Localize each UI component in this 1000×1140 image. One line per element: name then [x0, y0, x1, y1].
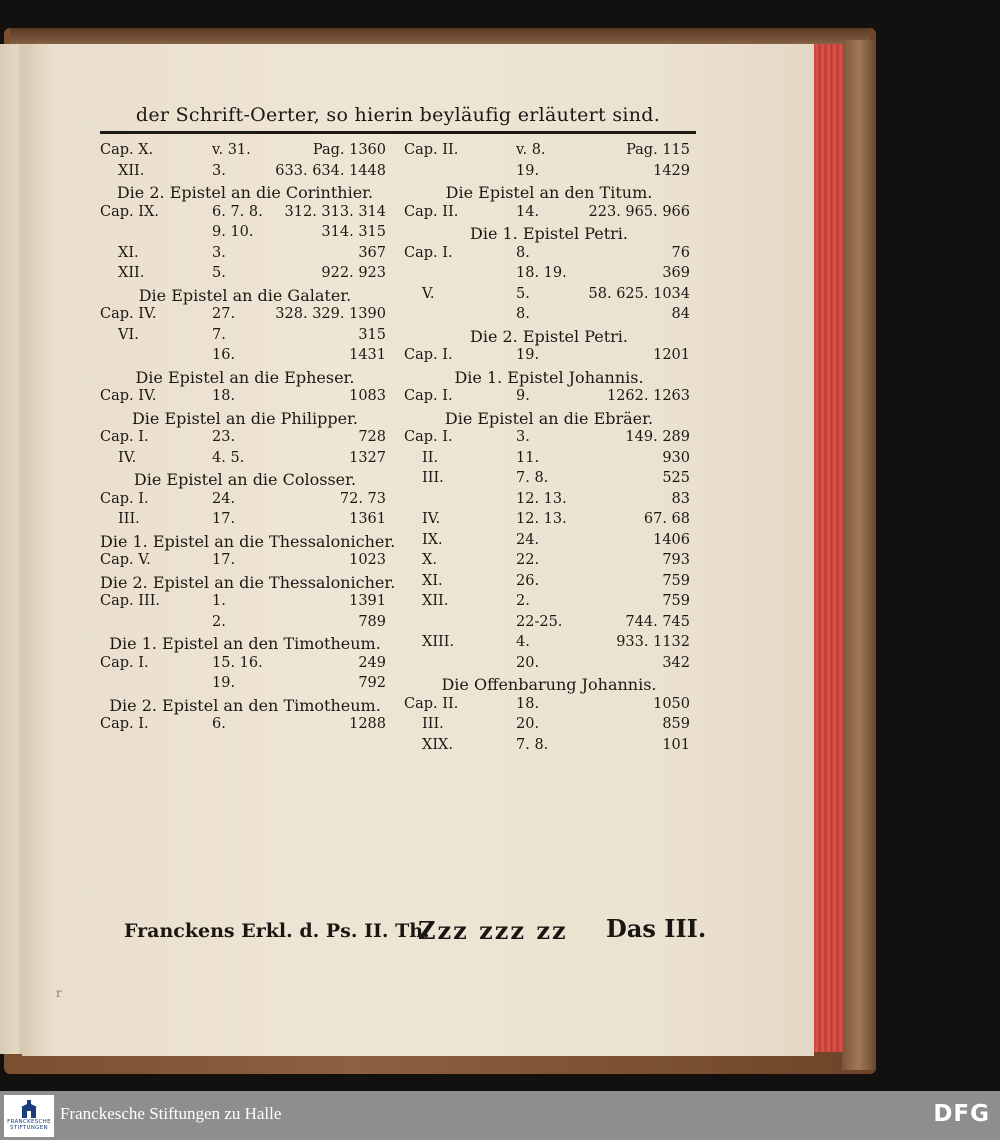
index-entry [100, 716, 390, 737]
verse-ref: 2. [212, 613, 226, 630]
book-spine-edge [842, 40, 876, 1070]
verse-ref: 3. [212, 162, 226, 179]
chapter-ref: XI. [422, 572, 443, 589]
chapter-ref: Cap. IV. [100, 306, 157, 322]
index-entry [404, 163, 694, 184]
page-ref: 789 [358, 613, 386, 630]
index-entry [404, 450, 694, 471]
verse-ref: 5. [516, 285, 530, 302]
chapter-ref: Cap. X. [100, 142, 154, 158]
book-section-heading [100, 531, 396, 553]
chapter-ref: VI. [118, 326, 139, 343]
chapter-ref: Cap. II. [404, 203, 459, 220]
book-section-heading [404, 409, 694, 430]
book-section-heading [404, 327, 694, 348]
verse-ref: 14. [516, 203, 540, 220]
chapter-ref: IV. [422, 511, 441, 527]
index-entry [100, 245, 390, 266]
page-ref: 759 [662, 593, 690, 609]
page-ref: 933. 1132 [616, 634, 690, 650]
page-ref: 315 [358, 326, 386, 343]
page-ref: Pag. 115 [626, 142, 690, 158]
page-ref: 728 [358, 429, 386, 445]
page-ref: 793 [662, 552, 690, 568]
book-section-heading [404, 224, 694, 245]
book-heading-text: Die 2. Epistel an die Corinthier. [116, 183, 374, 202]
index-entry [100, 491, 390, 512]
page-ref: 1262. 1263 [606, 388, 690, 404]
page-ref: 101 [662, 736, 690, 753]
verse-ref: 19. [516, 162, 540, 179]
page-ref: 1406 [653, 531, 690, 548]
page-ref: 314. 315 [321, 224, 386, 240]
chapter-ref: Cap. I. [404, 244, 453, 261]
index-entry [100, 142, 390, 163]
page-ref: 1050 [653, 695, 690, 712]
left-page-edge [0, 44, 24, 1054]
chapter-ref: IV. [118, 449, 137, 466]
index-entry [404, 470, 694, 491]
page-ref: 149. 289 [625, 429, 690, 445]
institution-name: Franckesche Stiftungen zu Halle [60, 1104, 282, 1123]
index-entry [404, 532, 694, 553]
page-ref: 1201 [653, 347, 690, 363]
verse-ref: 8. [516, 244, 530, 261]
chapter-ref: Cap. I. [404, 388, 453, 404]
verse-ref: 11. [516, 449, 540, 466]
page-ref: 76 [671, 244, 690, 261]
book-heading-text: Die 1. Epistel Petri. [470, 224, 628, 243]
verse-ref: 12. 13. [516, 490, 567, 507]
page-ref: 312. 313. 314 [284, 203, 386, 220]
chapter-ref: XII. [118, 265, 145, 281]
verse-ref: 18. 19. [516, 265, 567, 281]
verse-ref: 19. [516, 347, 540, 363]
index-entry [100, 327, 390, 348]
chapter-ref: Cap. IX. [100, 203, 159, 220]
book-heading-text: Die Epistel an die Ebräer. [444, 408, 654, 428]
index-entry [404, 429, 694, 450]
page-ref: 792 [358, 675, 386, 691]
page-ref: 1023 [349, 552, 386, 568]
index-column-left [100, 142, 396, 737]
book-section-heading [100, 634, 390, 655]
page-ref: 744. 745 [625, 613, 690, 630]
index-entry [100, 347, 390, 368]
verse-ref: 3. [516, 429, 530, 445]
chapter-ref: Cap. I. [100, 490, 149, 507]
chapter-ref: Cap. I. [404, 429, 453, 445]
verse-ref: 19. [212, 675, 236, 691]
book-heading-text: Die Epistel an die Epheser. [135, 367, 355, 387]
chapter-ref: Cap. I. [404, 347, 453, 363]
index-entry [404, 347, 694, 368]
verse-ref: 20. [516, 716, 540, 732]
verse-ref: 24. [212, 490, 236, 507]
index-entry [100, 265, 390, 286]
index-entry [404, 265, 694, 286]
index-entry [404, 388, 694, 409]
page-ref: 1429 [653, 162, 690, 179]
book-heading-text: Die Epistel an den Titum. [445, 183, 653, 202]
index-entry [404, 306, 694, 327]
chapter-ref: III. [422, 470, 444, 486]
chapter-ref: XII. [118, 162, 145, 179]
chapter-ref: Cap. II. [404, 142, 459, 158]
index-entry [100, 163, 390, 184]
chapter-ref: V. [422, 285, 435, 302]
index-entry [404, 552, 694, 573]
index-entry [404, 142, 694, 163]
verse-ref: 4. 5. [212, 449, 245, 466]
book-heading-text: Die 1. Epistel Johannis. [454, 367, 644, 387]
index-entry [404, 737, 694, 758]
chapter-ref: Cap. I. [100, 654, 149, 671]
dfg-logo[interactable]: DFG [933, 1101, 990, 1127]
verse-ref: 17. [212, 552, 236, 568]
chapter-ref: IX. [422, 531, 443, 548]
index-entry [100, 204, 390, 225]
page-ref: 1083 [349, 388, 386, 404]
chapter-ref: Cap. V. [100, 552, 151, 568]
catchword: Das III. [606, 914, 707, 943]
verse-ref: 18. [516, 695, 540, 712]
book-heading-text: Die 1. Epistel an den Timotheum. [109, 634, 381, 653]
book-section-heading [100, 470, 390, 491]
verse-ref: 4. [516, 634, 530, 650]
page-ref: 328. 329. 1390 [275, 306, 386, 322]
verse-ref: 23. [212, 429, 236, 445]
verse-ref: 22. [516, 552, 540, 568]
index-entry [100, 552, 390, 573]
page-ref: 249 [358, 654, 386, 671]
chapter-ref: II. [422, 449, 439, 466]
verse-ref: 18. [212, 388, 236, 404]
building-icon [20, 1099, 38, 1119]
index-entry [100, 450, 390, 471]
book-heading-text: Die 2. Epistel an die Thessalonicher. [100, 572, 396, 592]
index-entry [404, 634, 694, 655]
verse-ref: v. 31. [212, 142, 251, 158]
page-ref: 1288 [349, 716, 386, 732]
logo-text-line-2: STIFTUNGEN [10, 1125, 48, 1131]
running-head: der Schrift-Oerter, so hierin beyläufig erläutert sind. [135, 104, 661, 126]
verse-ref: 5. [212, 265, 226, 281]
chapter-ref: Cap. III. [100, 593, 161, 609]
book-heading-text: Die Epistel an die Philipper. [131, 408, 359, 428]
verse-ref: 22-25. [516, 613, 563, 630]
page-ref: 859 [662, 716, 690, 732]
verse-ref: 12. 13. [516, 511, 567, 527]
index-entry [404, 655, 694, 676]
verse-ref: 15. 16. [212, 654, 263, 671]
index-entry [404, 286, 694, 307]
page-ref: 342 [662, 654, 690, 671]
index-entry [100, 388, 390, 409]
index-entry [100, 593, 390, 614]
page-ref: 922. 923 [321, 265, 386, 281]
book-heading-text: Die 2. Epistel an den Timotheum. [109, 695, 381, 715]
index-entry [100, 675, 390, 696]
index-entry [404, 245, 694, 266]
viewer-footer-bar [0, 1091, 1000, 1140]
index-entry [404, 573, 694, 594]
page-ref: 83 [671, 490, 690, 507]
index-entry [404, 491, 694, 512]
index-entry [404, 204, 694, 225]
book-heading-text: Die 1. Epistel an die Thessalonicher. [100, 531, 396, 551]
signature-mark: Zzz zzz zz [418, 916, 568, 945]
page-ref: 1391 [349, 593, 386, 609]
page-ref: 759 [662, 572, 690, 589]
chapter-ref: III. [422, 716, 444, 732]
index-column-right [404, 142, 694, 757]
page-ref: 1361 [349, 511, 386, 527]
book-section-heading [100, 572, 396, 594]
chapter-ref: XII. [422, 593, 449, 609]
verse-ref: 7. [212, 326, 226, 343]
index-entry [100, 306, 390, 327]
page-ref: 525 [662, 470, 690, 486]
index-entry [404, 614, 694, 635]
book-section-heading [404, 183, 694, 204]
pencil-mark: r [56, 986, 62, 1000]
index-entry [100, 429, 390, 450]
page-ref: 633. 634. 1448 [275, 162, 386, 179]
page-ref: 58. 625. 1034 [588, 285, 690, 302]
page-ref: 367 [358, 244, 386, 261]
verse-ref: 6. 7. 8. [212, 203, 263, 220]
verse-ref: 16. [212, 347, 236, 363]
book-section-heading [100, 368, 390, 389]
chapter-ref: Cap. II. [404, 695, 459, 712]
book-heading-text: Die Epistel an die Colosser. [133, 470, 357, 489]
page-ref: 1327 [349, 449, 386, 466]
header-rule [100, 131, 696, 134]
logo-text-line-1: FRANCKESCHE [7, 1119, 51, 1125]
verse-ref: 26. [516, 572, 540, 589]
verse-ref: v. 8. [516, 142, 546, 158]
verse-ref: 2. [516, 593, 530, 609]
book-heading-text: Die Epistel an die Galater. [138, 285, 352, 305]
index-entry [404, 511, 694, 532]
chapter-ref: Cap. I. [100, 716, 149, 732]
chapter-ref: XIII. [422, 634, 455, 650]
page-ref: 930 [662, 449, 690, 466]
chapter-ref: XIX. [422, 736, 453, 753]
index-entry [404, 593, 694, 614]
verse-ref: 20. [516, 654, 540, 671]
chapter-ref: X. [422, 552, 437, 568]
page-ref: Pag. 1360 [312, 142, 386, 158]
page-ref: 369 [662, 265, 690, 281]
page-ref: 72. 73 [339, 490, 386, 507]
page-ref: 67. 68 [643, 511, 690, 527]
book-section-heading [100, 183, 390, 204]
book-heading-text: Die 2. Epistel Petri. [470, 326, 628, 346]
index-entry [404, 696, 694, 717]
book-section-heading [404, 368, 694, 389]
page-ref: 1431 [349, 347, 386, 363]
verse-ref: 3. [212, 244, 226, 261]
verse-ref: 9. 10. [212, 224, 254, 240]
index-entry [100, 224, 390, 245]
verse-ref: 7. 8. [516, 736, 549, 753]
book-section-heading [404, 675, 694, 696]
page-ref: 223. 965. 966 [588, 203, 690, 220]
index-entry [404, 716, 694, 737]
chapter-ref: Cap. IV. [100, 388, 157, 404]
page-ref: 84 [671, 306, 690, 322]
verse-ref: 17. [212, 511, 236, 527]
chapter-ref: Cap. I. [100, 429, 149, 445]
index-entry [100, 511, 390, 532]
verse-ref: 7. 8. [516, 470, 549, 486]
verse-ref: 1. [212, 593, 226, 609]
index-entry [100, 614, 390, 635]
book-section-heading [100, 286, 390, 307]
verse-ref: 9. [516, 388, 530, 404]
book-section-heading [100, 696, 390, 717]
institution-logo[interactable] [4, 1095, 54, 1137]
signature-line: Franckens Erkl. d. Ps. II. Th. [124, 920, 430, 942]
verse-ref: 24. [516, 531, 540, 548]
verse-ref: 6. [212, 716, 226, 732]
book-heading-text: Die Offenbarung Johannis. [441, 675, 657, 694]
verse-ref: 27. [212, 306, 236, 322]
chapter-ref: XI. [118, 244, 139, 261]
verse-ref: 8. [516, 306, 530, 322]
chapter-ref: III. [118, 511, 140, 527]
index-entry [100, 655, 390, 676]
book-section-heading [100, 409, 390, 430]
